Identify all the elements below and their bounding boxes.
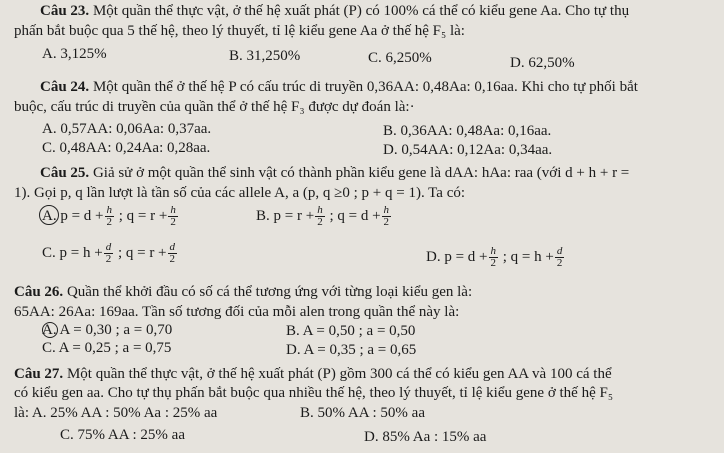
q25-line1 [40,164,629,182]
q23-option-c: C. 6,250% [368,50,432,66]
fraction: $\frac{h}{2}$ [383,204,390,229]
fraction: $\frac{d}{2}$ [556,245,563,270]
q26-option-b: B. A = 0,50 ; a = 0,50 [286,323,416,339]
q24-option-d: D. 0,54AA: 0,12Aa: 0,34aa. [383,142,553,158]
q23-text2: phấn bắt buộc qua 5 thế hệ, theo lý thuyết, tỉ lệ kiểu gene Aa ở thế hệ F₅ là: [14,23,465,39]
q25-b-mid: ; q = d + [329,208,381,224]
q24-option-c: C. 0,48AA: 0,24Aa: 0,28aa. [42,140,211,156]
q25-c-letter: C. [42,245,56,261]
q23-text1: Một quần thể thực vật, ở thế hệ xuất phát (P) có 100% cá thể có kiểu gene Aa. Cho tự thụ [92,3,630,19]
q25-b-letter: B. [256,208,270,224]
q25-text1: Giả sử ở một quần thể sinh vật có thành phần kiểu gene là dAA: hAa: raa (với d + h + r = [92,165,630,181]
q23-line1 [40,2,629,20]
q25-d-letter: D. [426,249,441,265]
q25-a-eq: p = d + [60,208,104,224]
q25-option-a [42,203,179,229]
q25-d-eq: p = d + [444,249,488,265]
q26-line1 [14,283,472,301]
q23-option-d: D. 62,50% [510,55,575,71]
fraction: $\frac{h}{2}$ [170,204,176,229]
q26-text1: Quần thể khởi đầu có số cá thể tương ứng với từng loại kiểu gen là: [66,284,473,300]
q25-text2: 1). Gọi p, q lần lượt là tần số của các allele A, a (p, q ≥0 ; p + q = 1). Ta có: [14,185,466,201]
q25-a-letter: A. [42,208,57,224]
q26-label: Câu 26. [14,284,64,300]
q26-option-d: D. A = 0,35 ; a = 0,65 [286,342,417,358]
q23-label: Câu 23. [40,3,90,19]
q26-option-c: C. A = 0,25 ; a = 0,75 [42,340,172,356]
fraction: $\frac{d}{2}$ [105,241,112,266]
q27-text1: Một quần thể thực vật, ở thế hệ xuất phát (P) gồm 300 cá thể có kiểu gen AA và 100 cá thể [66,366,612,382]
q24-text2: buộc, cấu trúc di truyền của quần thể ở thế hệ F₃ được dự đoán là:· [14,99,415,115]
q27-label: Câu 27. [14,366,64,382]
q26-option-a: A. A = 0,30 ; a = 0,70 [42,322,173,338]
q24-label: Câu 24. [40,79,90,95]
q25-b-eq: p = r + [273,208,315,224]
q25-c-eq: p = h + [59,245,103,261]
q25-option-d [426,244,565,270]
fraction: $\frac{h}{2}$ [490,245,497,270]
q23-option-a: A. 3,125% [42,46,107,62]
q24-text1: Một quần thể ở thế hệ P có cấu trúc di truyền 0,36AA: 0,48Aa: 0,16aa. Khi cho tự phối bắt [92,79,638,95]
q25-option-c [42,240,178,266]
q26-text2: 65AA: 26Aa: 169aa. Tần số tương đối của mỗi alen trong quần thể này là: [14,304,460,320]
q25-option-b [256,203,392,229]
fraction: $\frac{d}{2}$ [169,241,176,266]
q24-option-b: B. 0,36AA: 0,48Aa: 0,16aa. [383,123,552,139]
fraction: $\frac{h}{2}$ [106,204,113,229]
q27-option-c: C. 75% AA : 25% aa [60,427,185,443]
fraction: $\frac{h}{2}$ [317,204,323,229]
q27-line1 [14,365,612,383]
q25-label: Câu 25. [40,165,90,181]
q27-option-b: B. 50% AA : 50% aa [300,405,425,421]
q27-option-d: D. 85% Aa : 15% aa [364,429,487,445]
q24-option-a: A. 0,57AA: 0,06Aa: 0,37aa. [42,121,212,137]
q24-line1 [40,78,638,96]
q25-a-mid: ; q = r + [118,208,168,224]
q23-option-b: B. 31,250% [229,48,301,64]
q25-d-mid: ; q = h + [502,249,554,265]
q27-text2: có kiểu gen aa. Cho tự thụ phấn bắt buộc qua nhiều thế hệ, theo lý thuyết, tỉ lệ kiểu gene ở thế hệ F₅ [14,385,614,401]
q27-text3: là: A. 25% AA : 50% Aa : 25% aa [14,405,218,421]
q25-c-mid: ; q = r + [117,245,167,261]
